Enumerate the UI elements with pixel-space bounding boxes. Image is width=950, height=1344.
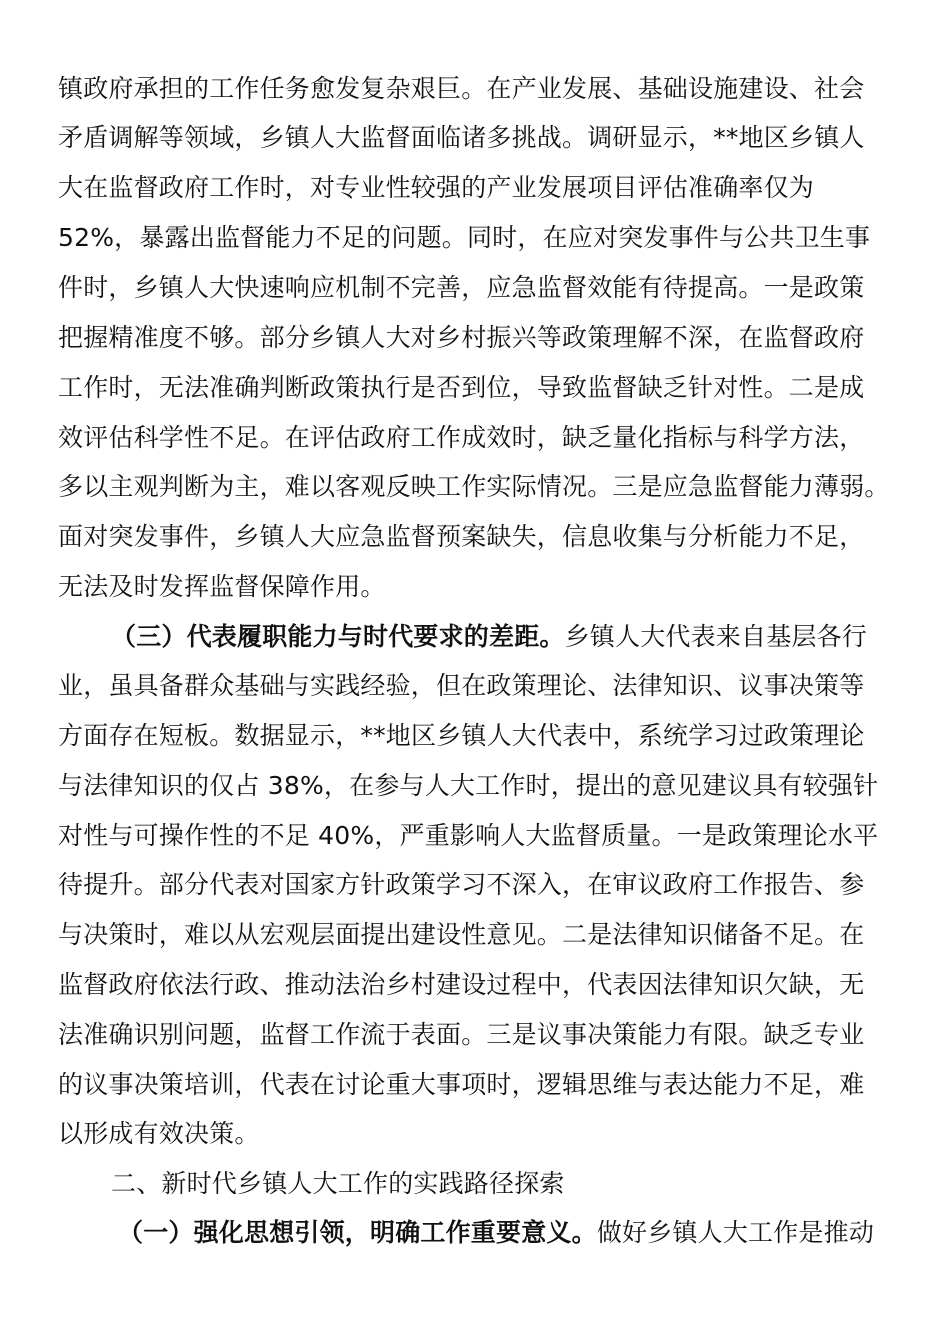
text-span: 乡镇人大代表来自基层各行	[564, 622, 868, 651]
text-line: 业，虽具备群众基础与实践经验，但在政策理论、法律知识、议事决策等	[58, 671, 865, 700]
text-line: 的议事决策培训，代表在讨论重大事项时，逻辑思维与表达能力不足，难	[58, 1070, 865, 1099]
text-line: 工作时，无法准确判断政策执行是否到位，导致监督缺乏针对性。二是成	[58, 373, 865, 402]
text-line: 法准确识别问题，监督工作流于表面。三是议事决策能力有限。缺乏专业	[58, 1020, 865, 1049]
text-line: 以形成有效决策。	[58, 1119, 260, 1148]
text-line: 待提升。部分代表对国家方针政策学习不深入，在审议政府工作报告、参	[58, 870, 865, 899]
text-line: 镇政府承担的工作任务愈发复杂艰巨。在产业发展、基础设施建设、社会	[58, 74, 865, 103]
text-line: 面对突发事件，乡镇人大应急监督预案缺失，信息收集与分析能力不足，	[58, 522, 865, 551]
text-line: 监督政府依法行政、推动法治乡村建设过程中，代表因法律知识欠缺，无	[58, 970, 865, 999]
text-line: 多以主观判断为主，难以客观反映工作实际情况。三是应急监督能力薄弱。	[58, 472, 890, 501]
text-line: 52%，暴露出监督能力不足的问题。同时，在应对突发事件与公共卫生事	[58, 223, 871, 252]
text-line: 无法及时发挥监督保障作用。	[58, 572, 386, 601]
subsection-heading: （一）强化思想引领，明确工作重要意义。	[118, 1218, 597, 1247]
text-line: 与法律知识的仅占 38%，在参与人大工作时，提出的意见建议具有较强针	[58, 771, 879, 800]
text-line: 对性与可操作性的不足 40%，严重影响人大监督质量。一是政策理论水平	[58, 821, 879, 850]
subsection-heading: （三）代表履职能力与时代要求的差距。	[111, 622, 565, 651]
section-heading: 二、新时代乡镇人大工作的实践路径探索	[111, 1169, 565, 1198]
text-line: 效评估科学性不足。在评估政府工作成效时，缺乏量化指标与科学方法，	[58, 423, 865, 452]
paragraph-first-line	[111, 620, 867, 654]
text-line: 方面存在短板。数据显示，**地区乡镇人大代表中，系统学习过政策理论	[58, 721, 865, 750]
text-line: 大在监督政府工作时，对专业性较强的产业发展项目评估准确率仅为	[58, 173, 815, 202]
text-line: 与决策时，难以从宏观层面提出建设性意见。二是法律知识储备不足。在	[58, 920, 865, 949]
text-line: 件时，乡镇人大快速响应机制不完善，应急监督效能有待提高。一是政策	[58, 273, 865, 302]
text-line: 矛盾调解等领域，乡镇人大监督面临诸多挑战。调研显示，**地区乡镇人	[58, 123, 865, 152]
text-line: 把握精准度不够。部分乡镇人大对乡村振兴等政策理解不深，在监督政府	[58, 323, 865, 352]
paragraph-first-line	[118, 1216, 874, 1250]
text-span: 做好乡镇人大工作是推动	[596, 1218, 875, 1247]
